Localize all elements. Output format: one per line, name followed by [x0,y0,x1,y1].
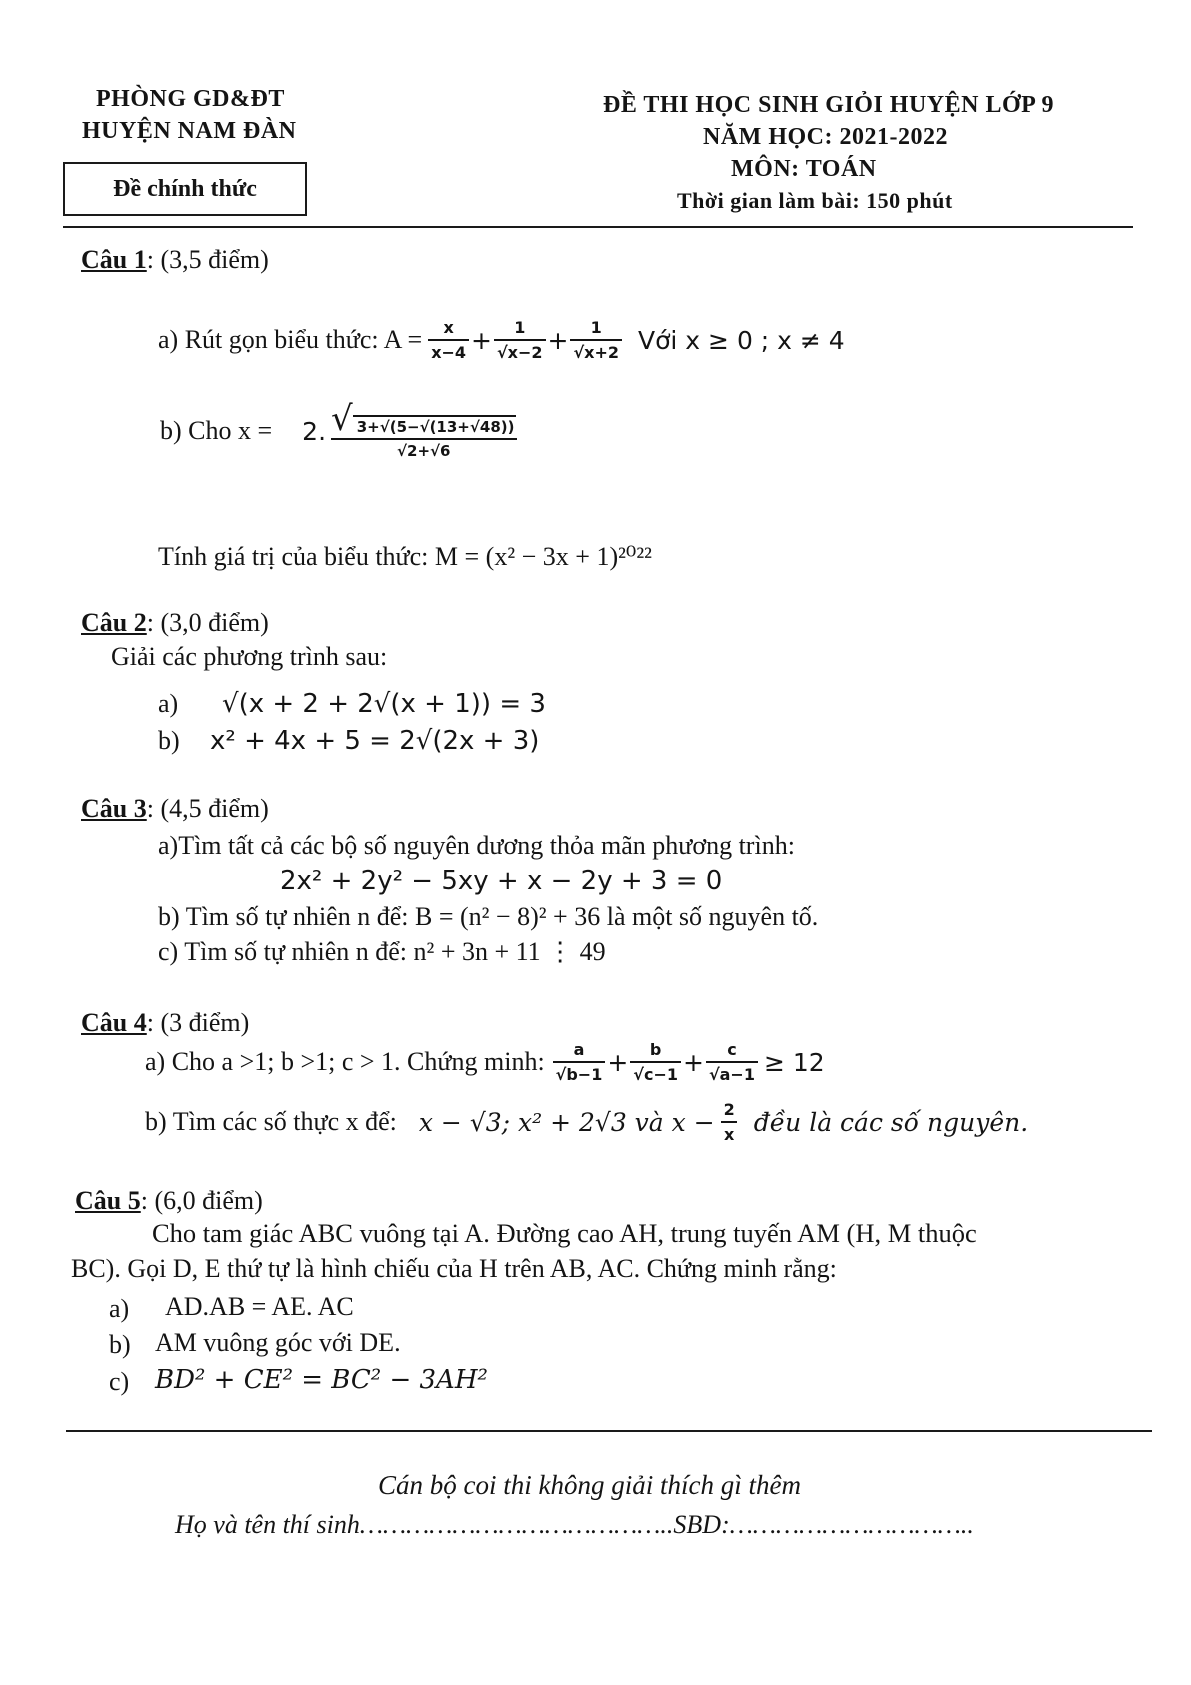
fraction-4a-2 [630,1040,681,1084]
question-2a-equation: √(x + 2 + 2√(x + 1)) = 3 [222,689,546,719]
question-1a [158,318,845,362]
question-1b-numerator: √ 3+√(5−√(13+√48)) [331,399,515,439]
question-5-intro-line-2: BC). Gọi D, E thứ tự là hình chiếu của H trên AB, AC. Chứng minh rằng: [71,1254,837,1283]
question-4b-expression: x − √3; x² + 2√3 và x − [418,1107,715,1137]
question-1-title [81,245,269,275]
question-1a-condition: Với x ≥ 0 ; x ≠ 4 [638,325,845,355]
question-4a [145,1040,825,1084]
question-4-title [81,1008,249,1038]
question-4b-prefix: b) Tìm các số thực x để: [145,1107,397,1136]
question-4b-tail: đều là các số nguyên. [753,1107,1029,1137]
question-1a-prefix: a) Rút gọn biểu thức: A = [158,325,423,354]
question-1b-fraction [328,399,519,460]
question-3a-text: a)Tìm tất cả các bộ số nguyên dương thỏa mãn phương trình: [158,831,795,860]
candidate-line: Họ và tên thí sinh…………………………………..SBD:………………………….. [175,1510,974,1539]
school-year: NĂM HỌC: 2021-2022 [703,124,948,150]
footer-divider [66,1430,1152,1432]
question-4-label: Câu 4 [81,1008,147,1037]
question-5-points: : (6,0 điểm) [140,1186,263,1215]
department-line-1: PHÒNG GD&ĐT [96,86,285,112]
fraction-4b-num: 2 [723,1100,735,1119]
question-4a-prefix: a) Cho a >1; b >1; c > 1. Chứng minh: [145,1047,545,1076]
question-1b-coefficient: 2. [302,416,327,446]
question-5b-label: b) [109,1330,131,1359]
fraction-2-num: 1 [514,318,526,337]
question-3a-equation: 2x² + 2y² − 5xy + x − 2y + 3 = 0 [280,866,723,896]
fraction-2-den: √x−2 [494,339,546,362]
plus-sign: + [471,325,492,355]
question-1-label: Câu 1 [81,245,147,274]
fraction-4a-1-num: a [573,1040,585,1059]
question-3-points: : (4,5 điểm) [146,794,269,823]
question-1b-prefix: b) Cho x = [160,416,273,445]
question-3-title [81,794,269,824]
fraction-4a-2-num: b [649,1040,662,1059]
fraction-3-num: 1 [590,318,602,337]
plus-sign: + [683,1047,704,1077]
footer-note: Cán bộ coi thi không giải thích gì thêm [378,1470,801,1500]
question-4-points: : (3 điểm) [146,1008,250,1037]
fraction-3-den: √x+2 [570,339,622,362]
plus-sign: + [547,325,569,355]
question-4a-tail: ≥ 12 [763,1047,825,1077]
fraction-4a-3-num: c [727,1040,737,1059]
question-2-intro: Giải các phương trình sau: [111,642,388,671]
duration: Thời gian làm bài: 150 phút [677,188,953,213]
question-5a-label: a) [109,1294,130,1323]
fraction-4a-1 [553,1040,606,1084]
exam-title: ĐỀ THI HỌC SINH GIỎI HUYỆN LỚP 9 [603,92,1054,118]
question-1b [160,399,521,460]
fraction-4b-den: x [721,1121,737,1144]
question-5-label: Câu 5 [75,1186,141,1215]
fraction-4b [721,1100,738,1144]
question-3-label: Câu 3 [81,794,147,823]
question-5b-text: AM vuông góc với DE. [155,1328,401,1357]
question-2-points: : (3,0 điểm) [146,608,269,637]
fraction-4a-2-den: √c−1 [630,1061,681,1084]
fraction-1-den: x−4 [428,339,469,362]
header-divider [63,226,1133,228]
plus-sign: + [607,1047,629,1077]
question-3b-text: b) Tìm số tự nhiên n để: B = (n² − 8)² + 36 là một số nguyên tố. [158,902,819,931]
subject: MÔN: TOÁN [731,156,877,182]
question-1b-denominator: √2+√6 [331,438,517,460]
official-label: Đề chính thức [113,175,257,202]
fraction-2 [494,318,546,362]
official-label-box [63,162,307,216]
question-1b-task: Tính giá trị của biểu thức: M = (x² − 3x + 1)²⁰²² [158,542,652,571]
fraction-4a-3 [706,1040,758,1084]
question-2b-label: b) [158,726,180,755]
question-2b-equation: x² + 4x + 5 = 2√(2x + 3) [210,726,540,756]
question-2-title [81,608,269,638]
question-5a-text: AD.AB = AE. AC [165,1292,354,1321]
fraction-4a-1-den: √b−1 [553,1061,606,1084]
fraction-1-num: x [443,318,454,337]
question-4b [145,1100,1028,1144]
question-5-title [75,1186,263,1216]
question-1-points: : (3,5 điểm) [146,245,269,274]
fraction-3 [570,318,622,362]
department-line-2: HUYỆN NAM ĐÀN [82,118,297,144]
question-3c-text: c) Tìm số tự nhiên n để: n² + 3n + 11 ⋮ 49 [158,937,606,966]
question-2a-label: a) [158,689,179,718]
fraction-4a-3-den: √a−1 [706,1061,758,1084]
question-5c-label: c) [109,1367,130,1396]
question-5-intro-line-1: Cho tam giác ABC vuông tại A. Đường cao AH, trung tuyến AM (H, M thuộc [152,1218,977,1248]
question-2-label: Câu 2 [81,608,147,637]
question-5c-equation: BD² + CE² = BC² − 3AH² [155,1365,488,1395]
fraction-1 [428,318,469,362]
